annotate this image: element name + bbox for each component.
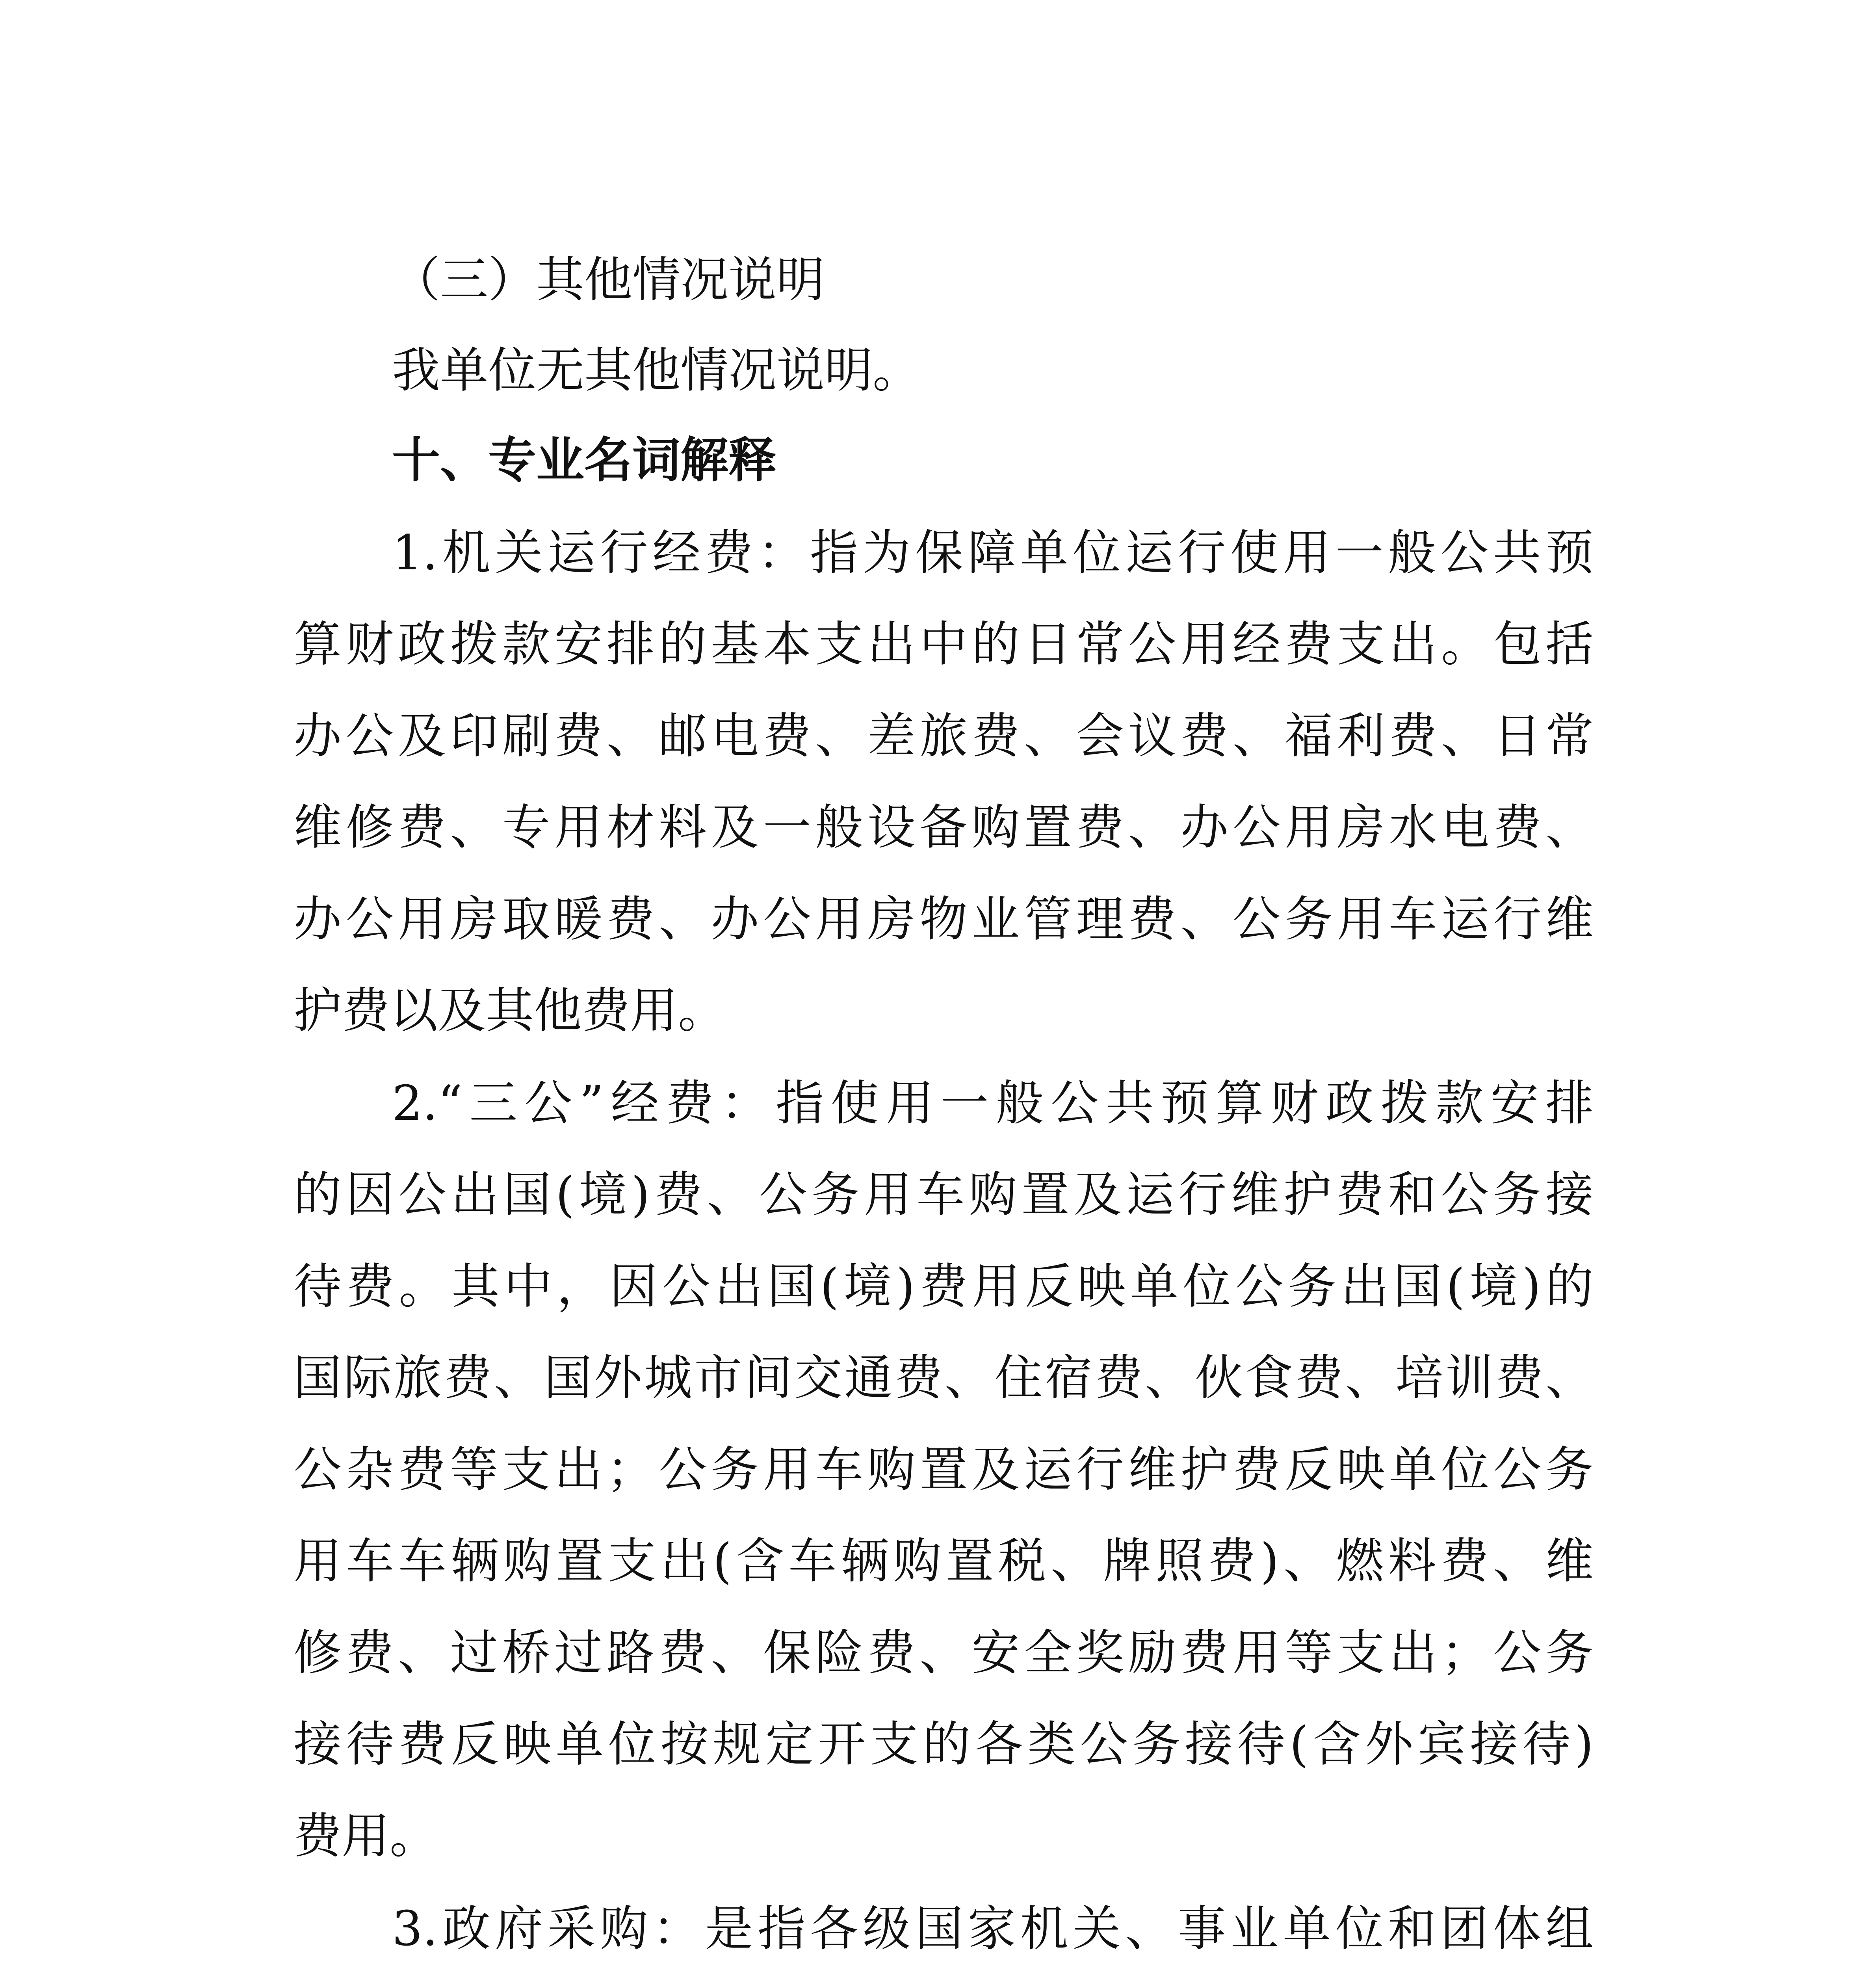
term-2-line: 修费、过桥过路费、保险费、安全奖励费用等支出；公务 bbox=[293, 1625, 1594, 1681]
term-1-line: 办公用房取暖费、办公用房物业管理费、公务用车运行维 bbox=[293, 891, 1594, 947]
term-2-line: 待费。其中，因公出国(境)费用反映单位公务出国(境)的 bbox=[293, 1258, 1594, 1314]
term-2-line: 用车车辆购置支出(含车辆购置税、牌照费)、燃料费、维 bbox=[293, 1533, 1594, 1589]
term-3-line: 3.政府采购：是指各级国家机关、事业单位和团体组 bbox=[392, 1901, 1594, 1957]
term-2-line: 接待费反映单位按规定开支的各类公务接待(含外宾接待) bbox=[293, 1716, 1594, 1772]
term-2-line: 国际旅费、国外城市间交通费、住宿费、伙食费、培训费、 bbox=[293, 1350, 1594, 1406]
term-1-line: 1.机关运行经费：指为保障单位运行使用一般公共预 bbox=[392, 525, 1594, 581]
term-2-line: 的因公出国(境)费、公务用车购置及运行维护费和公务接 bbox=[293, 1167, 1594, 1223]
term-2-line: 2.“三公”经费：指使用一般公共预算财政拨款安排 bbox=[392, 1075, 1594, 1131]
term-1-line: 护费以及其他费用。 bbox=[293, 983, 726, 1039]
section-body-other-notes: 我单位无其他情况说明。 bbox=[392, 342, 921, 398]
section-heading-terms: 十、专业名词解释 bbox=[392, 432, 776, 488]
section-heading-other-notes: （三）其他情况说明 bbox=[392, 252, 825, 308]
term-2-line: 公杂费等支出；公务用车购置及运行维护费反映单位公务 bbox=[293, 1442, 1594, 1498]
term-2-line: 费用。 bbox=[293, 1808, 438, 1864]
term-1-line: 办公及印刷费、邮电费、差旅费、会议费、福利费、日常 bbox=[293, 708, 1594, 764]
term-1-line: 维修费、专用材料及一般设备购置费、办公用房水电费、 bbox=[293, 799, 1594, 855]
term-1-line: 算财政拨款安排的基本支出中的日常公用经费支出。包括 bbox=[293, 616, 1594, 672]
